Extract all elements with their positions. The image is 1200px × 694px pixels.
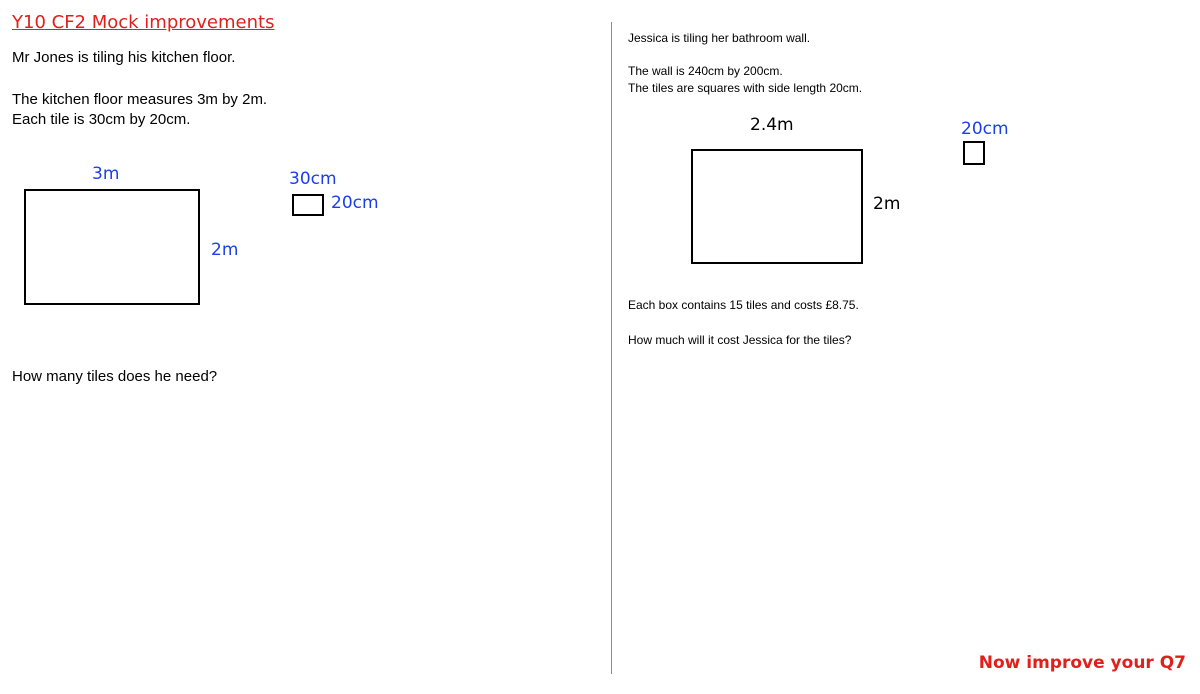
left-intro-text: Mr Jones is tiling his kitchen floor. [12, 49, 236, 66]
floor-rectangle [24, 189, 200, 305]
wall-height-label: 2m [873, 194, 901, 214]
right-wall-dimensions-text: The wall is 240cm by 200cm. [628, 64, 783, 78]
tile-width-label: 30cm [289, 169, 337, 189]
tile-height-label: 20cm [331, 193, 379, 213]
wall-width-label: 2.4m [750, 115, 794, 135]
wall-rectangle [691, 149, 863, 264]
square-tile-rectangle [963, 141, 985, 165]
page-title: Y10 CF2 Mock improvements [12, 12, 275, 33]
left-tile-dimensions-text: Each tile is 30cm by 20cm. [12, 111, 191, 128]
floor-height-label: 2m [211, 240, 239, 260]
right-tile-size-text: The tiles are squares with side length 20cm. [628, 81, 863, 95]
right-intro-text: Jessica is tiling her bathroom wall. [628, 31, 811, 45]
right-question-text: How much will it cost Jessica for the tiles? [628, 333, 852, 347]
floor-width-label: 3m [92, 164, 120, 184]
square-tile-label: 20cm [961, 119, 1009, 139]
improve-prompt: Now improve your Q7 [978, 653, 1186, 673]
left-question-text: How many tiles does he need? [12, 368, 218, 385]
box-info-text: Each box contains 15 tiles and costs £8.75. [628, 298, 859, 312]
left-floor-dimensions-text: The kitchen floor measures 3m by 2m. [12, 91, 268, 108]
column-divider [611, 22, 612, 674]
tile-rectangle [292, 194, 324, 216]
